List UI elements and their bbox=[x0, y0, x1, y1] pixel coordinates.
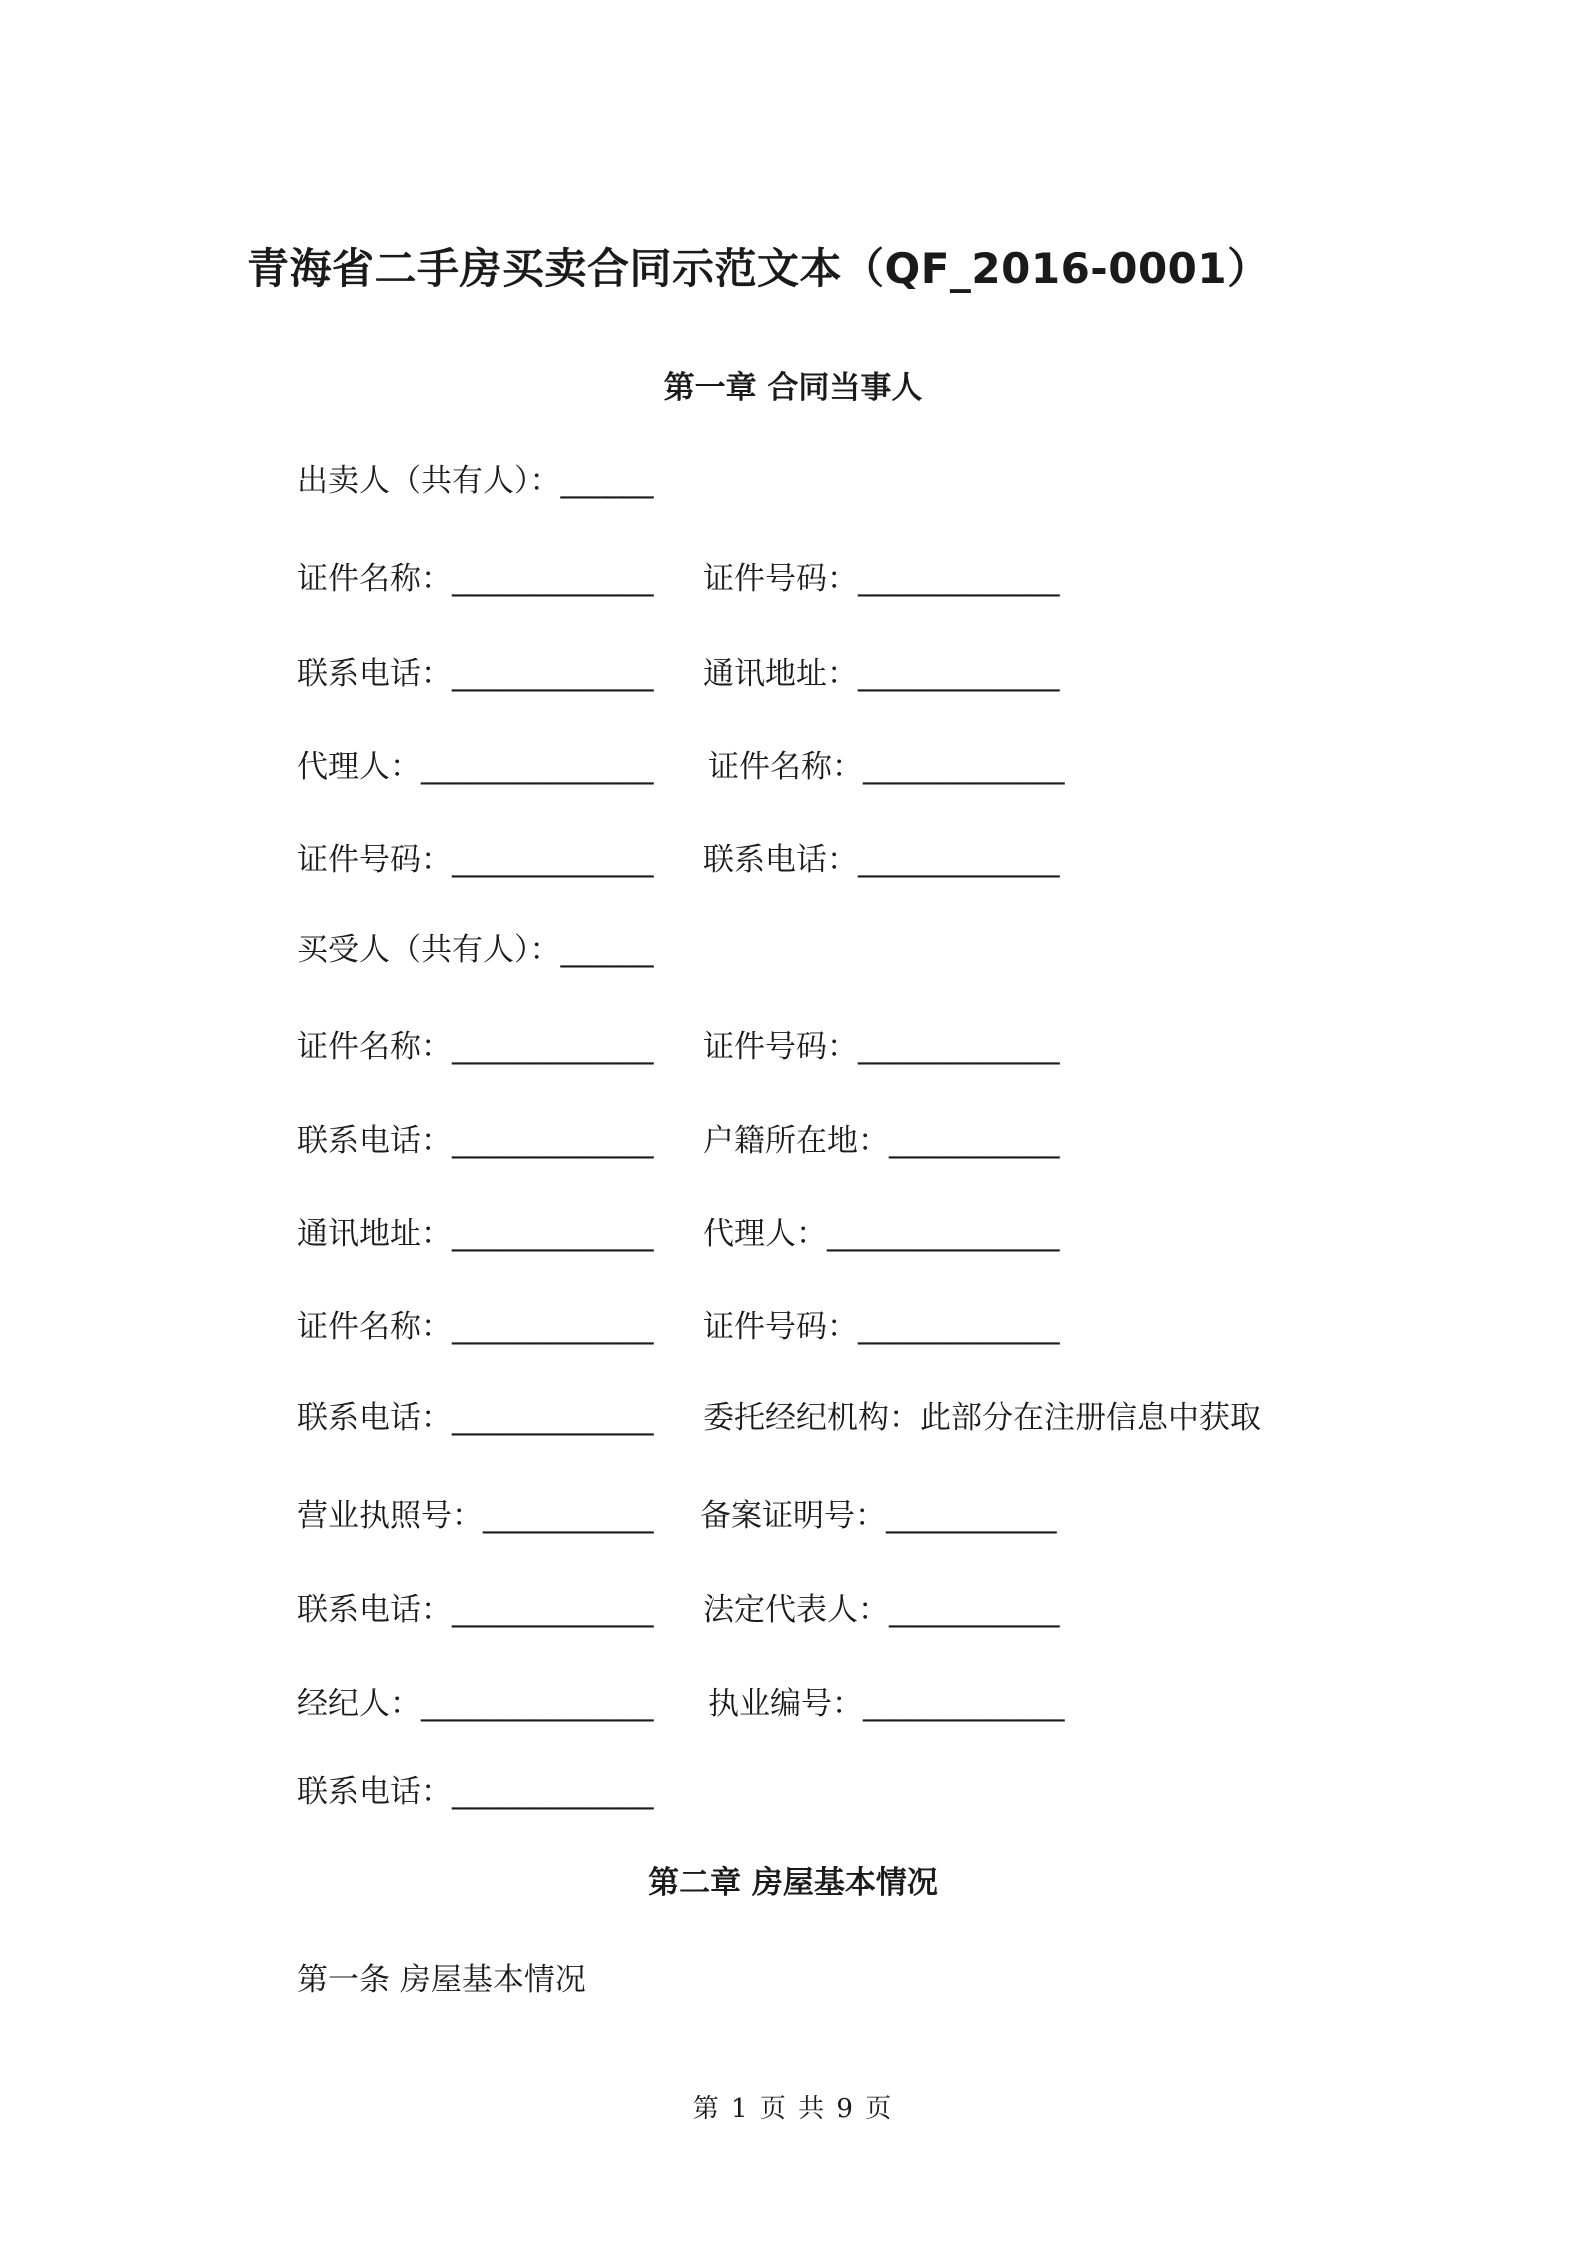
buyer-agent-id-name-field: 证件名称：_____________ bbox=[297, 1309, 654, 1345]
brokerage-phone-field: 联系电话：_____________ bbox=[297, 1592, 654, 1628]
buyer-household-field: 户籍所在地：___________ bbox=[703, 1123, 1060, 1159]
buyer-address-field: 通讯地址：_____________ bbox=[297, 1216, 654, 1252]
article-heading: 第一条 房屋基本情况 bbox=[297, 1962, 586, 1998]
seller-id-name-field: 证件名称：_____________ bbox=[297, 561, 654, 597]
buyer-agent-field: 代理人：_______________ bbox=[703, 1216, 1060, 1252]
legal-representative-field: 法定代表人：___________ bbox=[703, 1592, 1060, 1628]
page-number: 第 1 页 共 9 页 bbox=[692, 2094, 894, 2124]
practice-number-field: 执业编号：_____________ bbox=[708, 1686, 1065, 1722]
brokerage-field: 委托经纪机构：此部分在注册信息中获取 bbox=[703, 1400, 1261, 1436]
document-title: 青海省二手房买卖合同示范文本（QF_2016-0001） bbox=[247, 244, 1270, 293]
broker-phone-field: 联系电话：_____________ bbox=[297, 1774, 654, 1810]
buyer-id-name-field: 证件名称：_____________ bbox=[297, 1029, 654, 1065]
seller-agent-phone-field: 联系电话：_____________ bbox=[703, 842, 1060, 878]
buyer-agent-id-number-field: 证件号码：_____________ bbox=[703, 1309, 1060, 1345]
seller-field: 出卖人（共有人）：______ bbox=[297, 463, 654, 499]
seller-agent-id-name-field: 证件名称：_____________ bbox=[708, 749, 1065, 785]
buyer-agent-phone-field: 联系电话：_____________ bbox=[297, 1400, 654, 1436]
chapter-heading-property: 第二章 房屋基本情况 bbox=[648, 1865, 938, 1901]
buyer-id-number-field: 证件号码：_____________ bbox=[703, 1029, 1060, 1065]
filing-number-field: 备案证明号：___________ bbox=[700, 1498, 1057, 1534]
seller-id-number-field: 证件号码：_____________ bbox=[703, 561, 1060, 597]
chapter-heading-parties: 第一章 合同当事人 bbox=[663, 370, 923, 406]
license-number-field: 营业执照号：___________ bbox=[297, 1498, 654, 1534]
buyer-phone-field: 联系电话：_____________ bbox=[297, 1123, 654, 1159]
seller-agent-field: 代理人：_______________ bbox=[297, 749, 654, 785]
seller-agent-id-number-field: 证件号码：_____________ bbox=[297, 842, 654, 878]
broker-field: 经纪人：_______________ bbox=[297, 1686, 654, 1722]
buyer-field: 买受人（共有人）：______ bbox=[297, 932, 654, 968]
seller-address-field: 通讯地址：_____________ bbox=[703, 656, 1060, 692]
seller-phone-field: 联系电话：_____________ bbox=[297, 656, 654, 692]
